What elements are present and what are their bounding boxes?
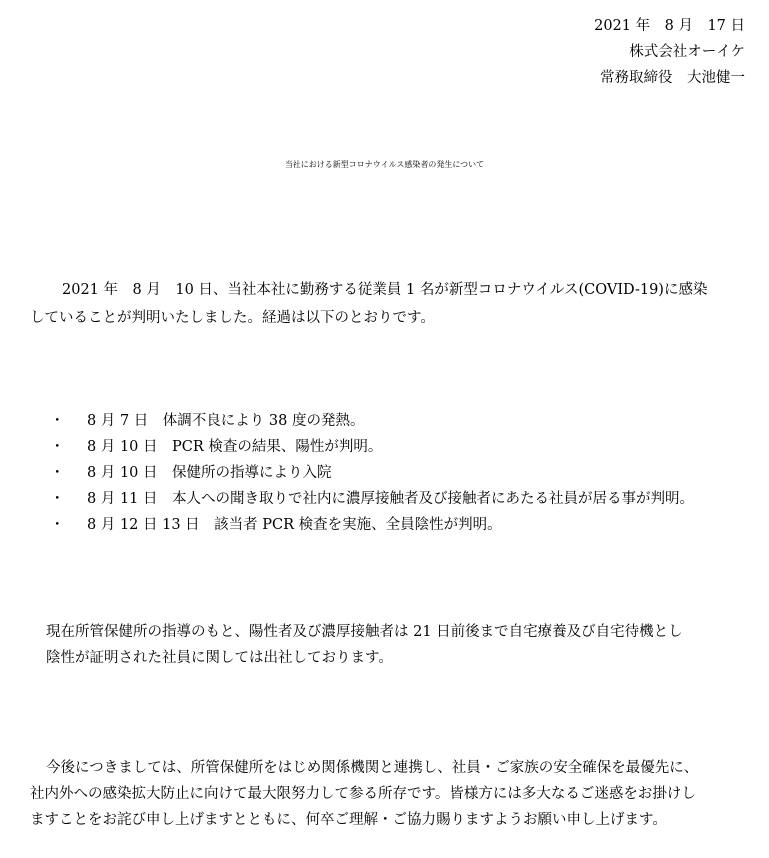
status-line-2: 陰性が証明された社員に関しては出社しております。 — [46, 650, 393, 666]
list-item-text: 8 月 12 日 13 日 該当者 PCR 検査を実施、全員陰性が判明。 — [87, 517, 502, 533]
closing-line-3: ますことをお詫び申し上げますとともに、何卒ご理解・ご協力賜りますようお願い申し上げます。 — [30, 812, 667, 828]
bullet-mark: ・ — [50, 491, 65, 507]
bullet-mark: ・ — [50, 439, 65, 455]
closing-line-2: 社内外への感染拡大防止に向けて最大限努力して参る所存です。皆様方には多大なるご迷惑をお掛けし — [30, 786, 696, 802]
bullet-mark: ・ — [50, 517, 65, 533]
closing-line-1: 今後につきましては、所管保健所をはじめ関係機関と連携し、社員・ご家族の安全確保を最優先に、 — [46, 760, 699, 776]
intro-line-1: 2021 年 8 月 10 日、当社本社に勤務する従業員 1 名が新型コロナウイルス(COVID-19)に感染 — [62, 282, 708, 298]
list-item-text: 8 月 7 日 体調不良により 38 度の発熱。 — [87, 413, 365, 429]
signer-name: 常務取締役 大池健一 — [600, 70, 745, 86]
document-date: 2021 年 8 月 17 日 — [594, 18, 745, 34]
list-item-text: 8 月 10 日 保健所の指導により入院 — [87, 465, 332, 481]
bullet-mark: ・ — [50, 465, 65, 481]
list-item-text: 8 月 11 日 本人への聞き取りで社内に濃厚接触者及び接触者にあたる社員が居る事が判明。 — [87, 491, 694, 507]
bullet-mark: ・ — [50, 413, 65, 429]
document-title: 当社における新型コロナウイルス感染者の発生について — [284, 160, 485, 169]
company-name: 株式会社オーイケ — [629, 44, 745, 60]
intro-line-2: していることが判明いたしました。経過は以下のとおりです。 — [30, 310, 435, 326]
list-item-text: 8 月 10 日 PCR 検査の結果、陽性が判明。 — [87, 439, 383, 455]
status-line-1: 現在所管保健所の指導のもと、陽性者及び濃厚接触者は 21 日前後まで自宅療養及び自宅待機とし — [46, 624, 683, 640]
